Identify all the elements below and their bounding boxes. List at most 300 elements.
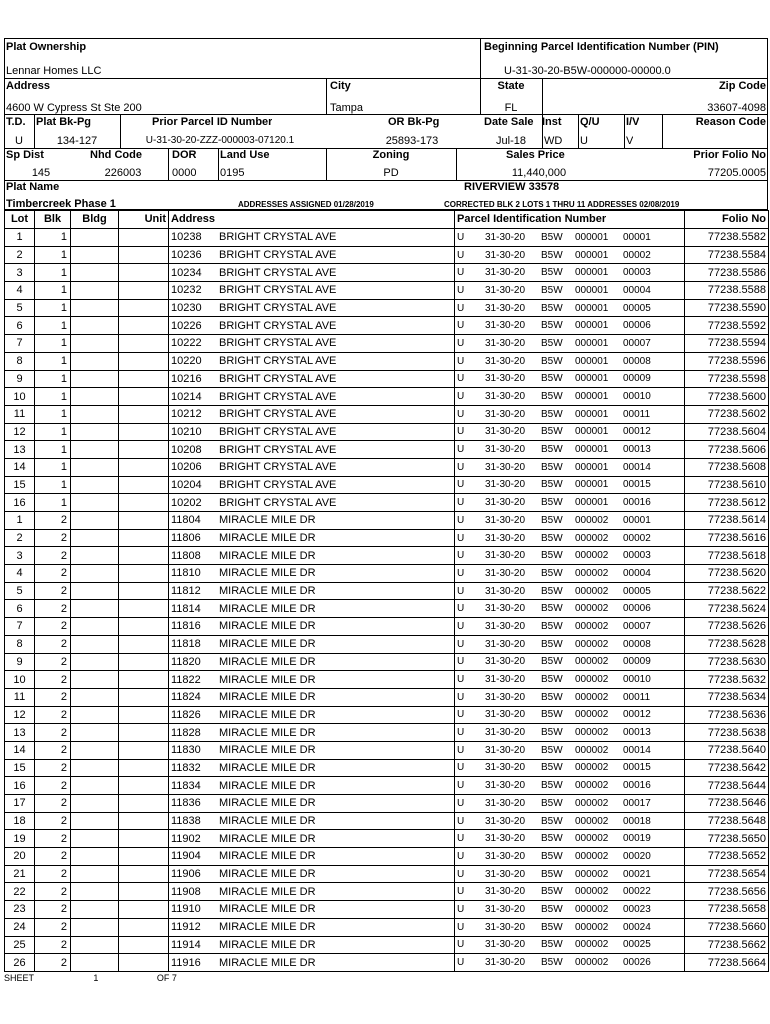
table-row — [5, 282, 769, 300]
house-number: 11828 — [171, 726, 201, 739]
folio-cell: 77238.5594 — [685, 335, 769, 353]
blk-cell: 1 — [35, 317, 71, 335]
pin-cell — [455, 706, 685, 724]
house-number: 11814 — [171, 602, 201, 615]
bldg-cell — [71, 901, 119, 919]
table-row — [5, 565, 769, 583]
table-row — [5, 441, 769, 459]
pin-lot: 00021 — [623, 868, 651, 880]
pin-cell — [455, 405, 685, 423]
corrected-addresses-note: CORRECTED BLK 2 LOTS 1 THRU 11 ADDRESSES 02/08/2019 — [444, 200, 680, 209]
pin-prefix: U — [457, 691, 465, 703]
land-use-label: Land Use — [220, 149, 270, 161]
house-number: 11824 — [171, 691, 201, 704]
pin-block: 000002 — [575, 815, 609, 827]
pin-subdivision: B5W — [541, 850, 563, 862]
pin-subdivision: B5W — [541, 603, 563, 615]
pin-cell — [455, 812, 685, 830]
owner-name: Lennar Homes LLC — [6, 65, 102, 77]
pin-subdivision: B5W — [541, 302, 563, 314]
street-name: MIRACLE MILE DR — [219, 726, 316, 739]
table-row — [5, 724, 769, 742]
pin-cell — [455, 724, 685, 742]
house-number: 10208 — [171, 443, 202, 456]
unit-cell — [119, 883, 169, 901]
street-name: MIRACLE MILE DR — [219, 638, 316, 651]
unit-cell — [119, 600, 169, 618]
bldg-cell — [71, 724, 119, 742]
pin-block: 000001 — [575, 461, 609, 473]
bldg-cell — [71, 458, 119, 476]
folio-cell: 77238.5632 — [685, 671, 769, 689]
pin-cell — [455, 317, 685, 335]
pin-block: 000002 — [575, 797, 609, 809]
table-row — [5, 352, 769, 370]
pin-block: 000002 — [575, 532, 609, 544]
folio-cell: 77238.5606 — [685, 441, 769, 459]
blk-cell: 2 — [35, 653, 71, 671]
blk-cell: 1 — [35, 423, 71, 441]
house-number: 10220 — [171, 355, 202, 368]
folio-cell: 77238.5660 — [685, 918, 769, 936]
folio-cell: 77238.5656 — [685, 883, 769, 901]
pin-prefix: U — [457, 461, 465, 473]
folio-cell: 77238.5614 — [685, 512, 769, 530]
street-name: MIRACLE MILE DR — [219, 602, 316, 615]
pin-lot: 00001 — [623, 231, 651, 243]
address-cell — [169, 565, 455, 583]
address-cell — [169, 671, 455, 689]
address-cell — [169, 600, 455, 618]
pin-lot: 00023 — [623, 903, 651, 915]
bldg-cell — [71, 388, 119, 406]
pin-cell — [455, 600, 685, 618]
pin-subdivision: B5W — [541, 320, 563, 332]
td-value: U — [15, 135, 23, 147]
street-name: BRIGHT CRYSTAL AVE — [219, 408, 337, 421]
pin-block: 000001 — [575, 302, 609, 314]
pin-block: 000001 — [575, 231, 609, 243]
pin-cell — [455, 883, 685, 901]
house-number: 10232 — [171, 284, 202, 297]
blk-cell: 1 — [35, 458, 71, 476]
folio-cell: 77238.5630 — [685, 653, 769, 671]
plat-bkpg-value: 134-127 — [56, 135, 98, 147]
pin-lot: 00022 — [623, 886, 651, 898]
pin-lot: 00004 — [623, 567, 651, 579]
pin-prefix: U — [457, 249, 465, 261]
house-number: 10206 — [171, 461, 202, 474]
pin-lot: 00002 — [623, 532, 651, 544]
address-cell — [169, 812, 455, 830]
pin-cell — [455, 795, 685, 813]
pin-section: 31-30-20 — [485, 886, 526, 898]
pin-section: 31-30-20 — [485, 815, 526, 827]
pin-block: 000001 — [575, 391, 609, 403]
bldg-cell — [71, 812, 119, 830]
unit-cell — [119, 618, 169, 636]
address-cell — [169, 688, 455, 706]
pin-lot: 00020 — [623, 850, 651, 862]
sheet-footer — [4, 973, 304, 983]
folio-cell: 77238.5584 — [685, 246, 769, 264]
house-number: 11816 — [171, 620, 201, 633]
pin-prefix: U — [457, 302, 465, 314]
unit-cell — [119, 370, 169, 388]
pin-section: 31-30-20 — [485, 497, 526, 509]
bldg-cell — [71, 918, 119, 936]
nhd-code-label: Nhd Code — [90, 149, 142, 161]
pin-block: 000002 — [575, 957, 609, 969]
folio-cell: 77238.5640 — [685, 741, 769, 759]
owner-address: 4600 W Cypress St Ste 200 — [6, 102, 142, 114]
unit-cell — [119, 954, 169, 972]
pin-lot: 00006 — [623, 320, 651, 332]
street-name: MIRACLE MILE DR — [219, 620, 316, 633]
pin-lot: 00025 — [623, 939, 651, 951]
folio-cell: 77238.5600 — [685, 388, 769, 406]
street-name: BRIGHT CRYSTAL AVE — [219, 266, 337, 279]
pin-subdivision: B5W — [541, 903, 563, 915]
iv-value: V — [626, 135, 634, 147]
dor-value: 0000 — [172, 167, 197, 179]
lot-cell: 15 — [5, 759, 35, 777]
lot-cell: 2 — [5, 529, 35, 547]
folio-cell: 77238.5644 — [685, 777, 769, 795]
pin-prefix: U — [457, 284, 465, 296]
inst-label: Inst — [542, 116, 562, 128]
blk-cell: 1 — [35, 352, 71, 370]
lots-table — [4, 228, 769, 972]
house-number: 10212 — [171, 408, 202, 421]
sp-dist-value: 145 — [31, 167, 51, 179]
folio-cell: 77238.5652 — [685, 848, 769, 866]
pin-subdivision: B5W — [541, 532, 563, 544]
address-cell — [169, 795, 455, 813]
street-name: MIRACLE MILE DR — [219, 868, 316, 881]
pin-lot: 00005 — [623, 585, 651, 597]
blk-cell: 2 — [35, 936, 71, 954]
unit-cell — [119, 918, 169, 936]
house-number: 11912 — [171, 921, 201, 934]
unit-cell — [119, 441, 169, 459]
pin-prefix: U — [457, 957, 465, 969]
house-number: 11832 — [171, 761, 201, 774]
table-row — [5, 741, 769, 759]
folio-cell: 77238.5664 — [685, 954, 769, 972]
house-number: 11804 — [171, 514, 201, 527]
pin-section: 31-30-20 — [485, 479, 526, 491]
pin-cell — [455, 352, 685, 370]
bldg-cell — [71, 759, 119, 777]
folio-cell: 77238.5662 — [685, 936, 769, 954]
pin-subdivision: B5W — [541, 585, 563, 597]
pin-lot: 00014 — [623, 744, 651, 756]
date-sale-value: Jul-18 — [496, 135, 526, 147]
blk-cell: 2 — [35, 635, 71, 653]
pin-section: 31-30-20 — [485, 514, 526, 526]
pin-block: 000002 — [575, 886, 609, 898]
folio-cell: 77238.5658 — [685, 901, 769, 919]
lot-cell: 3 — [5, 547, 35, 565]
blk-cell: 1 — [35, 405, 71, 423]
pin-subdivision: B5W — [541, 231, 563, 243]
blk-cell: 2 — [35, 600, 71, 618]
pin-section: 31-30-20 — [485, 709, 526, 721]
house-number: 11822 — [171, 673, 201, 686]
blk-cell: 2 — [35, 671, 71, 689]
pin-prefix: U — [457, 603, 465, 615]
table-row — [5, 830, 769, 848]
street-name: MIRACLE MILE DR — [219, 956, 316, 969]
pin-section: 31-30-20 — [485, 656, 526, 668]
pin-subdivision: B5W — [541, 249, 563, 261]
column-header-row — [5, 211, 769, 229]
pin-prefix: U — [457, 833, 465, 845]
pin-subdivision: B5W — [541, 444, 563, 456]
riverview-label: RIVERVIEW 33578 — [464, 181, 560, 193]
house-number: 11826 — [171, 708, 201, 721]
lot-cell: 3 — [5, 264, 35, 282]
pin-block: 000001 — [575, 355, 609, 367]
pin-block: 000002 — [575, 780, 609, 792]
date-sale-label: Date Sale — [484, 116, 534, 128]
sheet-number: 1 — [93, 973, 99, 983]
lot-cell: 5 — [5, 299, 35, 317]
pin-section: 31-30-20 — [485, 373, 526, 385]
address-cell — [169, 547, 455, 565]
lot-cell: 4 — [5, 565, 35, 583]
blk-cell: 2 — [35, 547, 71, 565]
table-row — [5, 370, 769, 388]
pin-cell — [455, 635, 685, 653]
owner-city: Tampa — [330, 102, 364, 114]
house-number: 10236 — [171, 249, 202, 262]
pin-lot: 00016 — [623, 497, 651, 509]
pin-subdivision: B5W — [541, 550, 563, 562]
address-cell — [169, 352, 455, 370]
street-name: BRIGHT CRYSTAL AVE — [219, 302, 337, 315]
lot-cell: 1 — [5, 512, 35, 530]
pin-section: 31-30-20 — [485, 638, 526, 650]
pin-section: 31-30-20 — [485, 426, 526, 438]
unit-cell — [119, 865, 169, 883]
address-cell — [169, 246, 455, 264]
pin-cell — [455, 529, 685, 547]
unit-cell — [119, 812, 169, 830]
pin-block: 000001 — [575, 444, 609, 456]
lot-cell: 9 — [5, 370, 35, 388]
pin-section: 31-30-20 — [485, 249, 526, 261]
pin-block: 000001 — [575, 249, 609, 261]
pin-block: 000001 — [575, 408, 609, 420]
bldg-cell — [71, 706, 119, 724]
street-name: MIRACLE MILE DR — [219, 797, 316, 810]
sales-price-value: 11,440,000 — [511, 167, 567, 179]
pin-section: 31-30-20 — [485, 391, 526, 403]
col-unit-header: Unit — [119, 211, 169, 229]
lot-cell: 12 — [5, 423, 35, 441]
pin-cell — [455, 494, 685, 512]
bldg-cell — [71, 883, 119, 901]
pin-section: 31-30-20 — [485, 833, 526, 845]
street-name: MIRACLE MILE DR — [219, 532, 316, 545]
table-row — [5, 476, 769, 494]
pin-cell — [455, 423, 685, 441]
house-number: 11836 — [171, 797, 201, 810]
table-row — [5, 494, 769, 512]
blk-cell: 2 — [35, 954, 71, 972]
table-row — [5, 883, 769, 901]
house-number: 11910 — [171, 903, 201, 916]
lot-cell: 19 — [5, 830, 35, 848]
unit-cell — [119, 423, 169, 441]
street-name: MIRACLE MILE DR — [219, 921, 316, 934]
lot-cell: 6 — [5, 600, 35, 618]
bldg-cell — [71, 441, 119, 459]
qu-label: Q/U — [580, 116, 600, 128]
unit-cell — [119, 282, 169, 300]
addresses-assigned-note: ADDRESSES ASSIGNED 01/28/2019 — [238, 200, 374, 209]
house-number: 11916 — [171, 956, 201, 969]
blk-cell: 1 — [35, 246, 71, 264]
pin-block: 000002 — [575, 603, 609, 615]
pin-section: 31-30-20 — [485, 461, 526, 473]
pin-subdivision: B5W — [541, 886, 563, 898]
table-row — [5, 299, 769, 317]
pin-section: 31-30-20 — [485, 444, 526, 456]
unit-cell — [119, 724, 169, 742]
bldg-cell — [71, 352, 119, 370]
folio-cell: 77238.5598 — [685, 370, 769, 388]
pin-block: 000001 — [575, 267, 609, 279]
table-row — [5, 405, 769, 423]
blk-cell: 1 — [35, 264, 71, 282]
pin-subdivision: B5W — [541, 797, 563, 809]
folio-cell: 77238.5596 — [685, 352, 769, 370]
street-name: MIRACLE MILE DR — [219, 850, 316, 863]
pin-prefix: U — [457, 391, 465, 403]
pin-block: 000002 — [575, 567, 609, 579]
pin-lot: 00019 — [623, 833, 651, 845]
unit-cell — [119, 653, 169, 671]
pin-lot: 00026 — [623, 957, 651, 969]
address-cell — [169, 777, 455, 795]
street-name: MIRACLE MILE DR — [219, 673, 316, 686]
pin-subdivision: B5W — [541, 780, 563, 792]
address-cell — [169, 229, 455, 247]
pin-section: 31-30-20 — [485, 408, 526, 420]
sheet-total: OF 7 — [156, 973, 177, 983]
pin-block: 000002 — [575, 674, 609, 686]
unit-cell — [119, 582, 169, 600]
bldg-cell — [71, 512, 119, 530]
lot-cell: 5 — [5, 582, 35, 600]
pin-cell — [455, 954, 685, 972]
pin-cell — [455, 741, 685, 759]
house-number: 11914 — [171, 938, 201, 951]
folio-cell: 77238.5616 — [685, 529, 769, 547]
pin-subdivision: B5W — [541, 391, 563, 403]
table-row — [5, 759, 769, 777]
address-cell — [169, 918, 455, 936]
house-number: 11908 — [171, 885, 201, 898]
bldg-cell — [71, 830, 119, 848]
blk-cell: 2 — [35, 918, 71, 936]
pin-cell — [455, 246, 685, 264]
iv-label: I/V — [626, 116, 640, 128]
street-name: MIRACLE MILE DR — [219, 549, 316, 562]
address-cell — [169, 901, 455, 919]
blk-cell: 1 — [35, 335, 71, 353]
unit-cell — [119, 741, 169, 759]
table-row — [5, 865, 769, 883]
address-cell — [169, 582, 455, 600]
table-row — [5, 547, 769, 565]
street-name: MIRACLE MILE DR — [219, 585, 316, 598]
plat-ownership-label: Plat Ownership — [6, 41, 87, 53]
lot-cell: 24 — [5, 918, 35, 936]
lot-cell: 14 — [5, 741, 35, 759]
table-row — [5, 812, 769, 830]
col-pin-header: Parcel Identification Number — [455, 211, 685, 229]
pin-section: 31-30-20 — [485, 744, 526, 756]
address-cell — [169, 653, 455, 671]
street-name: BRIGHT CRYSTAL AVE — [219, 231, 337, 244]
table-row — [5, 229, 769, 247]
folio-cell: 77238.5654 — [685, 865, 769, 883]
blk-cell: 2 — [35, 883, 71, 901]
pin-lot: 00009 — [623, 373, 651, 385]
blk-cell: 2 — [35, 724, 71, 742]
street-name: BRIGHT CRYSTAL AVE — [219, 478, 337, 491]
folio-cell: 77238.5642 — [685, 759, 769, 777]
prior-parcel-value: U-31-30-20-ZZZ-000003-07120.1 — [145, 135, 295, 146]
pin-section: 31-30-20 — [485, 762, 526, 774]
bldg-cell — [71, 370, 119, 388]
house-number: 11838 — [171, 815, 201, 828]
bldg-cell — [71, 565, 119, 583]
address-cell — [169, 936, 455, 954]
land-use-value: 0195 — [220, 167, 245, 179]
or-bkpg-label: OR Bk-Pg — [388, 116, 440, 128]
pin-block: 000001 — [575, 337, 609, 349]
house-number: 10230 — [171, 302, 202, 315]
blk-cell: 2 — [35, 706, 71, 724]
lot-cell: 4 — [5, 282, 35, 300]
lot-cell: 8 — [5, 352, 35, 370]
bldg-cell — [71, 246, 119, 264]
pin-cell — [455, 848, 685, 866]
street-name: BRIGHT CRYSTAL AVE — [219, 249, 337, 262]
sheet-label: SHEET — [4, 973, 34, 983]
blk-cell: 1 — [35, 441, 71, 459]
pin-section: 31-30-20 — [485, 957, 526, 969]
blk-cell: 1 — [35, 494, 71, 512]
pin-lot: 00024 — [623, 921, 651, 933]
street-name: BRIGHT CRYSTAL AVE — [219, 496, 337, 509]
pin-prefix: U — [457, 709, 465, 721]
table-row — [5, 512, 769, 530]
pin-lot: 00011 — [623, 408, 651, 420]
unit-cell — [119, 777, 169, 795]
house-number: 11810 — [171, 567, 201, 580]
folio-cell: 77238.5604 — [685, 423, 769, 441]
pin-subdivision: B5W — [541, 727, 563, 739]
house-number: 10210 — [171, 425, 202, 438]
folio-cell: 77238.5588 — [685, 282, 769, 300]
blk-cell: 1 — [35, 229, 71, 247]
